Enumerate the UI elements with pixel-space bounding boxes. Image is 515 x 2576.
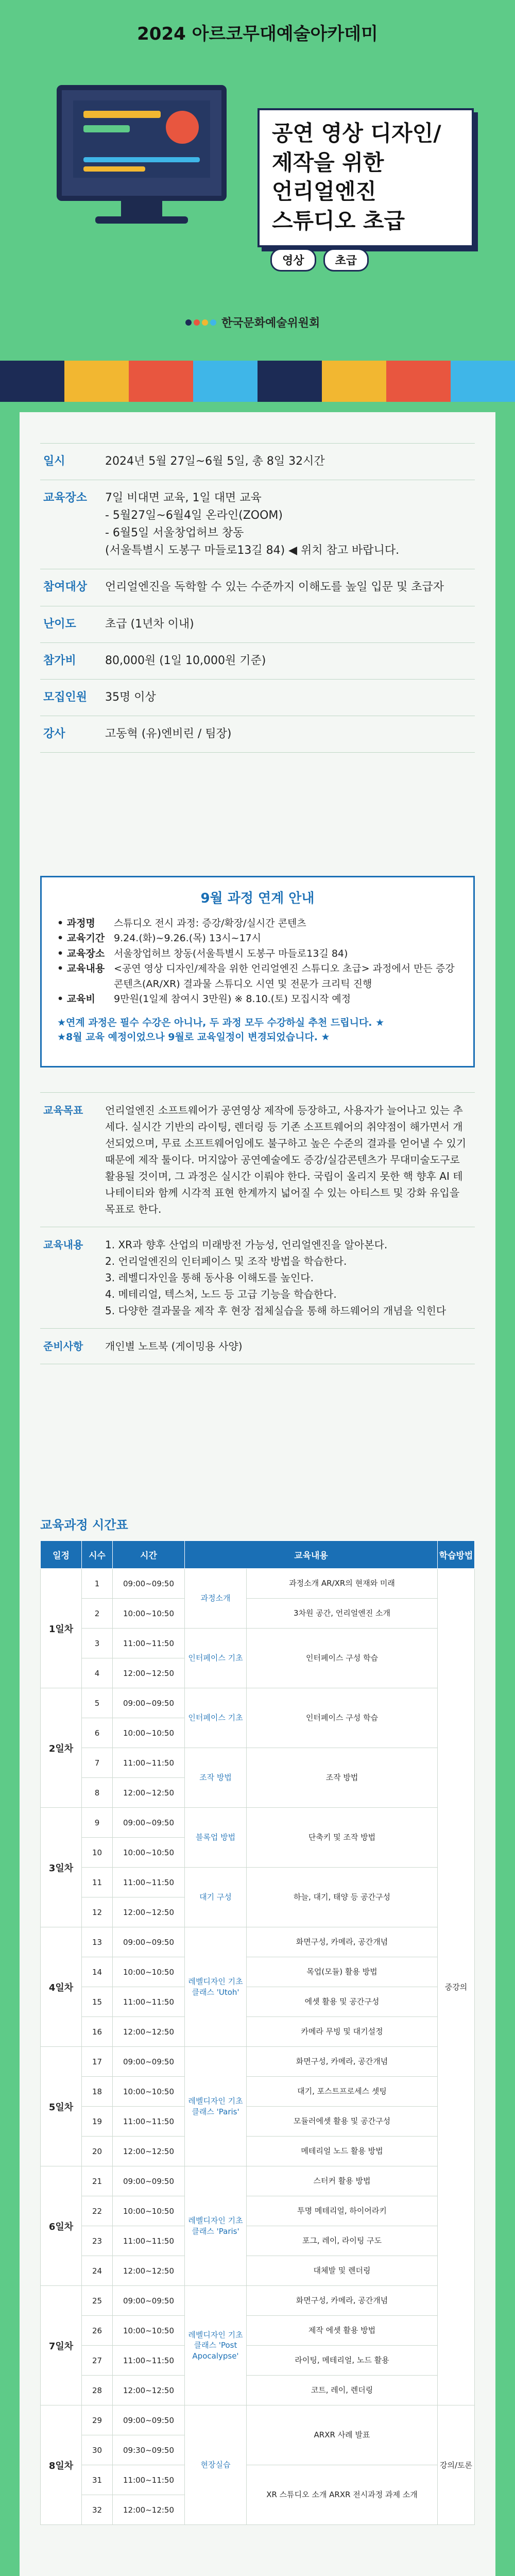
schedule-session: 8: [82, 1778, 113, 1808]
content-item: 2. 언리얼엔진의 인터페이스 및 조작 방법을 학습한다.: [105, 1255, 347, 1267]
schedule-time: 12:00~12:50: [113, 1897, 185, 1927]
schedule-row: [41, 2286, 475, 2316]
schedule-content: 하늘, 대기, 태양 등 공간구성: [247, 1868, 438, 1927]
notice-row: [57, 961, 458, 992]
notice-row: [57, 946, 458, 961]
notice-value: 스튜디오 전시 과정: 증강/확장/실시간 콘텐츠: [114, 918, 306, 929]
notice-foot-line: ★8월 교육 예정이었으나 9월로 교육일정이 변경되었습니다. ★: [57, 1031, 330, 1043]
monitor-illustration: [57, 85, 227, 201]
schedule-time: 12:00~12:50: [113, 2017, 185, 2047]
schedule-header: 시수: [82, 1541, 113, 1569]
timeline-bar-decoration: [83, 166, 145, 172]
strip-segment: [0, 361, 64, 402]
schedule-session: 25: [82, 2286, 113, 2316]
info-label: 참가비: [40, 642, 102, 679]
strip-segment: [386, 361, 451, 402]
schedule-row: [41, 2107, 475, 2137]
schedule-row: [41, 2226, 475, 2256]
schedule-content: 조작 방법: [247, 1748, 438, 1808]
schedule-session: 18: [82, 2077, 113, 2107]
schedule-time: 11:00~11:50: [113, 1868, 185, 1897]
schedule-session: 30: [82, 2435, 113, 2465]
schedule-module: 레벨디자인 기초 클래스 'Post Apocalypse': [185, 2286, 247, 2405]
screen-bar-decoration: [83, 111, 161, 118]
schedule-session: 5: [82, 1688, 113, 1718]
hero-title-line: 언리얼엔진: [272, 179, 376, 205]
goal-content-table: [40, 1092, 475, 1364]
schedule-content: 단축키 및 조작 방법: [247, 1808, 438, 1868]
schedule-time: 09:00~09:50: [113, 1688, 185, 1718]
color-strip-decoration: [0, 361, 515, 402]
course-info-table: [40, 443, 475, 753]
schedule-content: 라이팅, 메테리얼, 노드 활용: [247, 2346, 438, 2376]
schedule-day: 5일차: [41, 2047, 82, 2166]
schedule-day: 4일차: [41, 1927, 82, 2047]
prep-row: [40, 1329, 475, 1364]
monitor-base: [95, 216, 188, 224]
info-value: 초급 (1년차 이내): [102, 606, 475, 642]
schedule-session: 24: [82, 2256, 113, 2286]
schedule-time: 10:00~10:50: [113, 1957, 185, 1987]
schedule-content: 과정소개 AR/XR의 현재와 미래: [247, 1569, 438, 1599]
strip-segment: [129, 361, 193, 402]
info-row: [40, 606, 475, 642]
schedule-content: 3차원 공간, 언리얼엔진 소개: [247, 1599, 438, 1629]
schedule-content: ARXR 사례 발표: [247, 2405, 438, 2465]
schedule-time: 11:00~11:50: [113, 2226, 185, 2256]
september-notice-box: [40, 876, 475, 1067]
strip-segment: [64, 361, 129, 402]
content-items: [102, 1227, 475, 1329]
schedule-time: 12:00~12:50: [113, 2495, 185, 2525]
content-row: [40, 1227, 475, 1329]
schedule-row: [41, 2256, 475, 2286]
schedule-session: 11: [82, 1868, 113, 1897]
info-label: 교육장소: [40, 480, 102, 569]
content-item: 5. 다양한 결과물을 제작 후 현장 접체실습을 통해 하드웨어의 개념을 익힌다: [105, 1304, 447, 1317]
notice-key: • 교육기간: [57, 933, 105, 944]
notice-key: • 교육내용: [57, 963, 105, 975]
info-row: [40, 480, 475, 569]
info-row: [40, 444, 475, 480]
schedule-day: 2일차: [41, 1688, 82, 1808]
notice-row: [57, 916, 458, 931]
schedule-module: 조작 방법: [185, 1748, 247, 1808]
schedule-row: [41, 1688, 475, 1718]
notice-row: [57, 992, 458, 1007]
content-label: 교육내용: [40, 1227, 102, 1329]
schedule-session: 3: [82, 1629, 113, 1658]
timeline-bar-decoration: [83, 157, 200, 162]
schedule-time: 10:00~10:50: [113, 1718, 185, 1748]
schedule-row: [41, 1808, 475, 1838]
hero-title-line: 공연 영상 디자인/: [272, 121, 441, 146]
notice-key: • 과정명: [57, 918, 95, 929]
schedule-day: 1일차: [41, 1569, 82, 1688]
logo-text: 한국문화예술위원회: [221, 317, 320, 330]
schedule-session: 19: [82, 2107, 113, 2137]
hero-title-line: 제작을 위한: [272, 149, 384, 175]
schedule-module: 레벨디자인 기초 클래스 'Utoh': [185, 1927, 247, 2047]
schedule-module: 과정소개: [185, 1569, 247, 1629]
schedule-time: 10:00~10:50: [113, 1599, 185, 1629]
play-icon: [166, 111, 199, 144]
schedule-row: [41, 1748, 475, 1778]
schedule-session: 15: [82, 1987, 113, 2017]
schedule-session: 23: [82, 2226, 113, 2256]
schedule-content: XR 스튜디오 소개 ARXR 전시과정 과제 소개: [247, 2465, 438, 2525]
schedule-time: 10:00~10:50: [113, 1838, 185, 1868]
schedule-method: 강의/토론: [438, 2405, 475, 2525]
schedule-time: 09:00~09:50: [113, 2286, 185, 2316]
schedule-time: 09:30~09:50: [113, 2435, 185, 2465]
schedule-session: 9: [82, 1808, 113, 1838]
hero-top-title: 2024 아르코무대예술아카데미: [137, 24, 378, 44]
schedule-content: 에셋 활용 및 공간구성: [247, 1987, 438, 2017]
info-row: [40, 642, 475, 679]
schedule-header: 일정: [41, 1541, 82, 1569]
schedule-time: 10:00~10:50: [113, 2077, 185, 2107]
schedule-time: 12:00~12:50: [113, 1778, 185, 1808]
info-label: 강사: [40, 716, 102, 752]
schedule-time: 12:00~12:50: [113, 2256, 185, 2286]
schedule-session: 22: [82, 2196, 113, 2226]
schedule-content: 코트, 레이, 렌더링: [247, 2376, 438, 2405]
strip-segment: [322, 361, 386, 402]
info-value: 언리얼엔진을 독학할 수 있는 수준까지 이해도를 높일 입문 및 초급자: [102, 569, 475, 606]
schedule-session: 2: [82, 1599, 113, 1629]
strip-segment: [258, 361, 322, 402]
schedule-session: 16: [82, 2017, 113, 2047]
schedule-row: [41, 1569, 475, 1599]
schedule-time: 10:00~10:50: [113, 2316, 185, 2346]
schedule-content: 모듈러에셋 활용 및 공간구성: [247, 2107, 438, 2137]
schedule-day: 8일차: [41, 2405, 82, 2525]
schedule-content: 스터커 활용 방법: [247, 2166, 438, 2196]
schedule-session: 20: [82, 2137, 113, 2166]
schedule-row: [41, 1957, 475, 1987]
schedule-content: 대기, 포스트프로세스 셋팅: [247, 2077, 438, 2107]
schedule-time: 11:00~11:50: [113, 1748, 185, 1778]
schedule-content: 카메라 무빙 및 대기설정: [247, 2017, 438, 2047]
schedule-time: 10:00~10:50: [113, 2196, 185, 2226]
info-label: 일시: [40, 444, 102, 480]
schedule-time: 11:00~11:50: [113, 2465, 185, 2495]
prep-label: 준비사항: [40, 1329, 102, 1364]
schedule-row: [41, 1987, 475, 2017]
logo-dots-icon: [185, 319, 216, 326]
schedule-time: 11:00~11:50: [113, 1629, 185, 1658]
schedule-content: 화면구성, 카메라, 공간개념: [247, 1927, 438, 1957]
schedule-day: 3일차: [41, 1808, 82, 1927]
schedule-session: 1: [82, 1569, 113, 1599]
notice-value: 서울창업허브 창동(서울특별시 도봉구 마들로13길 84): [114, 947, 348, 959]
screen-bar-decoration: [83, 125, 130, 132]
schedule-row: [41, 2405, 475, 2435]
schedule-time: 11:00~11:50: [113, 2346, 185, 2376]
schedule-time: 09:00~09:50: [113, 1927, 185, 1957]
schedule-content: 대체발 및 렌더링: [247, 2256, 438, 2286]
info-value: 고동혁 (유)엔비린 / 팀장): [102, 716, 475, 752]
hero-title-box: [258, 108, 474, 247]
schedule-content: 인터페이스 구성 학습: [247, 1688, 438, 1748]
schedule-content: 화면구성, 카메라, 공간개념: [247, 2286, 438, 2316]
schedule-session: 4: [82, 1658, 113, 1688]
hero-tags: [270, 248, 369, 272]
schedule-session: 6: [82, 1718, 113, 1748]
schedule-session: 31: [82, 2465, 113, 2495]
schedule-row: [41, 2137, 475, 2166]
notice-row: [57, 931, 458, 946]
schedule-row: [41, 2465, 475, 2495]
schedule-row: [41, 1599, 475, 1629]
schedule-content: 목업(모듈) 활용 방법: [247, 1957, 438, 1987]
monitor-screen: [73, 100, 210, 178]
schedule-session: 17: [82, 2047, 113, 2077]
info-value: 35명 이상: [102, 679, 475, 716]
schedule-session: 7: [82, 1748, 113, 1778]
strip-segment: [193, 361, 258, 402]
schedule-session: 26: [82, 2316, 113, 2346]
schedule-content: 메테리얼 노드 활용 방법: [247, 2137, 438, 2166]
monitor-stand: [121, 198, 162, 219]
schedule-method: 중강의: [438, 1569, 475, 2405]
schedule-time: 09:00~09:50: [113, 2405, 185, 2435]
notice-title: 9월 과정 연계 안내: [200, 891, 315, 906]
tag-video: 영상: [270, 248, 316, 272]
info-value: 7일 비대면 교육, 1일 대면 교육 - 5월27일~6월4일 온라인(ZOOM) - 6월5일 서울창업허브 창동 (서울특별시 도봉구 마들로13길 84) ◀ 위치 참고 바랍니다.: [102, 480, 475, 569]
schedule-module: 블록업 방법: [185, 1808, 247, 1868]
schedule-header: 학습방법: [438, 1541, 475, 1569]
schedule-session: 12: [82, 1897, 113, 1927]
tag-beginner: 초급: [323, 248, 369, 272]
schedule-time: 12:00~12:50: [113, 2137, 185, 2166]
info-value: 80,000원 (1일 10,000원 기준): [102, 642, 475, 679]
schedule-day: 7일차: [41, 2286, 82, 2405]
prep-text: 개인별 노트북 (게이밍용 사양): [102, 1329, 475, 1364]
schedule-title: 교육과정 시간표: [40, 1518, 128, 1532]
info-label: 참여대상: [40, 569, 102, 606]
schedule-row: [41, 2077, 475, 2107]
schedule-session: 27: [82, 2346, 113, 2376]
schedule-session: 14: [82, 1957, 113, 1987]
schedule-day: 6일차: [41, 2166, 82, 2286]
notice-foot-line: ★연계 과정은 필수 수강은 아니나, 두 과정 모두 수강하실 추천 드립니다. ★: [57, 1016, 385, 1028]
schedule-content: 화면구성, 카메라, 공간개념: [247, 2047, 438, 2077]
schedule-row: [41, 2166, 475, 2196]
schedule-content: 포그, 레이, 라이팅 구도: [247, 2226, 438, 2256]
schedule-time: 09:00~09:50: [113, 1569, 185, 1599]
info-row: [40, 569, 475, 606]
schedule-module: 대기 구성: [185, 1868, 247, 1927]
notice-value: 9.24.(화)~9.26.(목) 13시~17시: [114, 933, 261, 944]
goal-label: 교육목표: [40, 1093, 102, 1227]
hero-banner: [0, 0, 515, 402]
arko-logo: [185, 314, 320, 330]
schedule-row: [41, 1927, 475, 1957]
schedule-session: 21: [82, 2166, 113, 2196]
notice-key: • 교육장소: [57, 947, 105, 959]
schedule-row: [41, 1868, 475, 1897]
schedule-time: 11:00~11:50: [113, 1987, 185, 2017]
schedule-time: 09:00~09:50: [113, 1808, 185, 1838]
schedule-table: [40, 1540, 475, 2525]
schedule-row: [41, 2346, 475, 2376]
schedule-row: [41, 2316, 475, 2346]
content-item: 3. 레벨디자인을 통해 동사용 이해도를 높인다.: [105, 1272, 314, 1284]
schedule-time: 09:00~09:50: [113, 2047, 185, 2077]
schedule-session: 29: [82, 2405, 113, 2435]
info-label: 난이도: [40, 606, 102, 642]
schedule-content: 제작 에셋 활용 방법: [247, 2316, 438, 2346]
info-value: 2024년 5월 27일~6월 5일, 총 8일 32시간: [102, 444, 475, 480]
strip-segment: [451, 361, 515, 402]
info-row: [40, 679, 475, 716]
schedule-session: 13: [82, 1927, 113, 1957]
schedule-header-row: [41, 1541, 475, 1569]
schedule-row: [41, 2376, 475, 2405]
schedule-module: 인터페이스 기초: [185, 1688, 247, 1748]
schedule-header: 시간: [113, 1541, 185, 1569]
schedule-module: 인터페이스 기초: [185, 1629, 247, 1688]
schedule-time: 11:00~11:50: [113, 2107, 185, 2137]
schedule-time: 12:00~12:50: [113, 1658, 185, 1688]
notice-value: 9만원(1일제 참여시 3만원) ※ 8.10.(토) 모집시작 예정: [114, 993, 351, 1005]
schedule-time: 12:00~12:50: [113, 2376, 185, 2405]
hero-title-line: 스튜디오 초급: [272, 208, 405, 233]
schedule-content: 인터페이스 구성 학습: [247, 1629, 438, 1688]
notice-footnote: [57, 1015, 458, 1045]
schedule-module: 현장실습: [185, 2405, 247, 2525]
notice-key: • 교육비: [57, 993, 95, 1005]
schedule-time: 09:00~09:50: [113, 2166, 185, 2196]
schedule-session: 10: [82, 1838, 113, 1868]
schedule-row: [41, 2047, 475, 2077]
info-label: 모집인원: [40, 679, 102, 716]
content-card: [20, 412, 495, 2576]
schedule-row: [41, 2196, 475, 2226]
schedule-module: 레벨디자인 기초 클래스 'Paris': [185, 2047, 247, 2166]
notice-rows: [57, 916, 458, 1007]
info-row: [40, 716, 475, 752]
notice-value: <공연 영상 디자인/제작을 위한 언리얼엔진 스튜디오 초급> 과정에서 만든 증강 콘텐츠(AR/XR) 결과물 스튜디오 시연 및 전문가 크리틱 진행: [114, 963, 455, 990]
schedule-header: 교육내용: [185, 1541, 438, 1569]
goal-row: [40, 1093, 475, 1227]
schedule-session: 32: [82, 2495, 113, 2525]
goal-text: 언리얼엔진 소프트웨어가 공연영상 제작에 등장하고, 사용자가 늘어나고 있는 추세다. 실시간 기반의 라이팅, 렌더링 등 기존 소프트웨어의 취약점이 해가면서 개선되었으며, 무료 소프트웨어임에도 불구하고 높은 수준의 결과를 얻어낼 수 있기 때문에 제작 툴이다. 머지않아 공연예술에도 증강/실감콘텐츠가 무대미술도구로 활용될 것이며, 그 과정은 실시간 이뤄야 한다. 국립이 올리지 못한 핵 향후 AI 테나테이티와 함께 시각적 표현 한계까지 넓어질 수 있는 아티스트 및 강화 유입을 목표로 한다.: [102, 1093, 475, 1227]
schedule-row: [41, 1629, 475, 1658]
schedule-session: 28: [82, 2376, 113, 2405]
content-item: 1. XR과 향후 산업의 미래방전 가능성, 언리얼엔진을 알아본다.: [105, 1239, 388, 1251]
schedule-content: 투명 메테리얼, 하이어라키: [247, 2196, 438, 2226]
schedule-module: 레벨디자인 기초 클래스 'Paris': [185, 2166, 247, 2286]
schedule-row: [41, 2017, 475, 2047]
content-item: 4. 메테리얼, 텍스처, 노드 등 고급 기능을 학습한다.: [105, 1288, 337, 1300]
